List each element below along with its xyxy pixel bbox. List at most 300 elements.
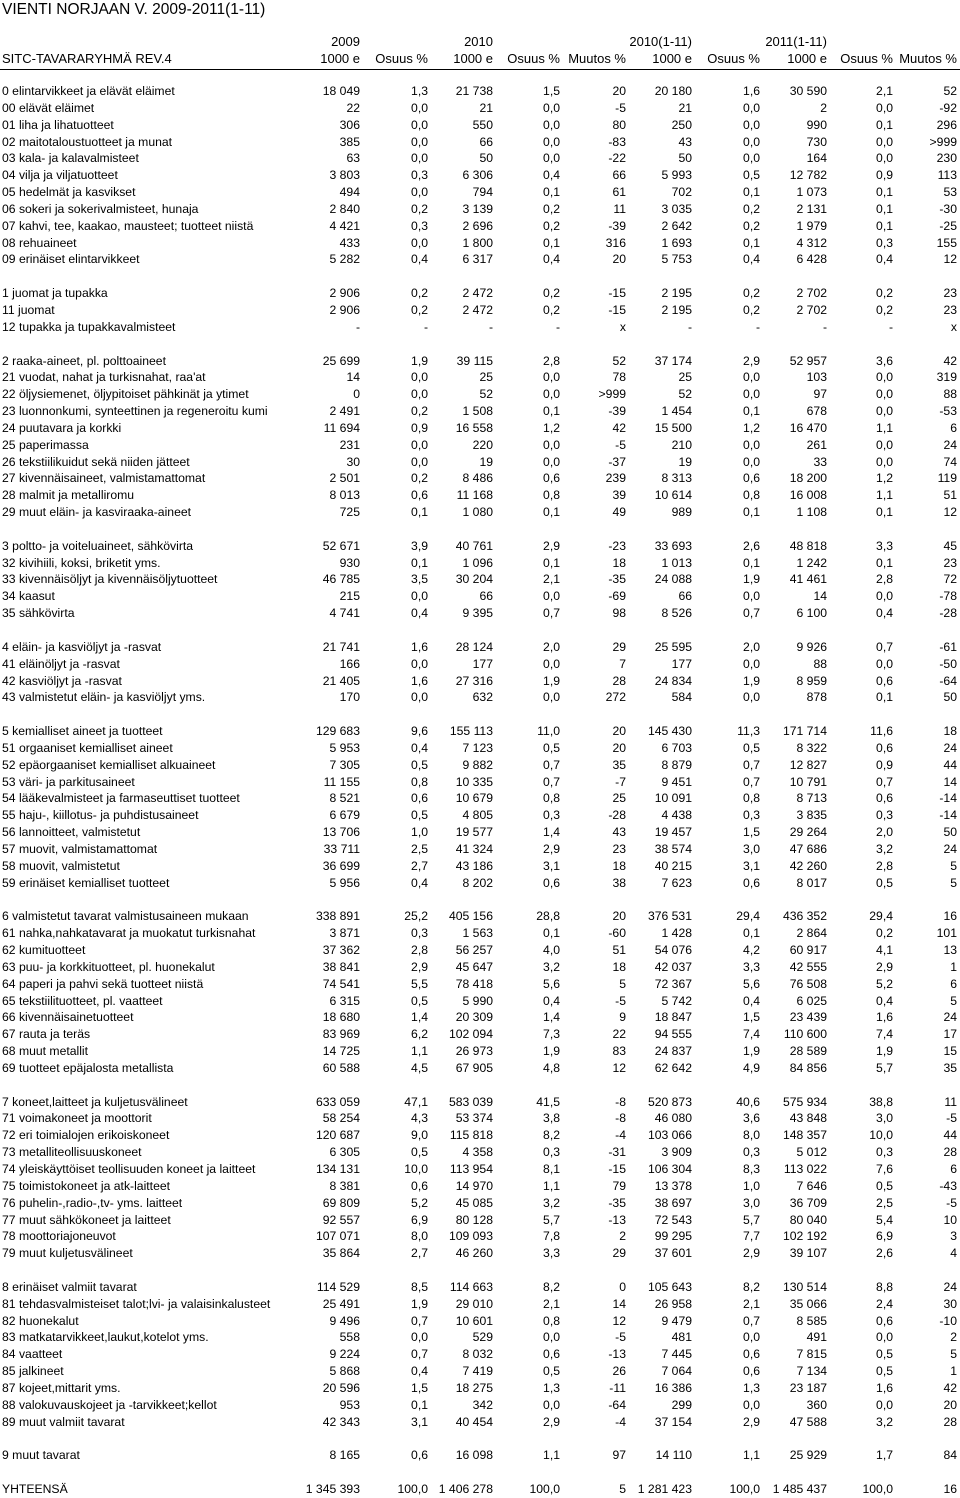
- table-row: [0, 319, 960, 336]
- row-value: 72 367: [654, 976, 692, 991]
- row-value: 2 906: [329, 302, 360, 317]
- row-value: 11,0: [537, 724, 560, 739]
- row-value: 47 686: [789, 841, 827, 856]
- table-row: [0, 875, 960, 892]
- row-label: 43 valmistetut eläin- ja kasviöljyt yms.: [2, 690, 206, 705]
- row-value: 0,0: [411, 454, 428, 469]
- row-value: 0,0: [543, 370, 560, 385]
- row-value: 8 165: [329, 1448, 360, 1463]
- row-value: 50: [678, 151, 692, 166]
- row-value: 10,0: [404, 1162, 428, 1176]
- row-value: 113: [937, 168, 957, 183]
- row-value: 115 818: [449, 1128, 493, 1143]
- row-value: 100,0: [729, 1482, 760, 1497]
- row-value: 6 100: [796, 606, 827, 621]
- row-value: 66: [479, 134, 493, 149]
- row-label: 0 elintarvikkeet ja elävät eläimet: [2, 84, 175, 98]
- row-value: 0,5: [411, 1145, 428, 1160]
- row-value: 97: [612, 1448, 626, 1463]
- row-value: 0,7: [743, 774, 760, 789]
- row-value: -4: [615, 1128, 626, 1143]
- row-value: 28: [943, 1145, 957, 1160]
- row-value: 0,6: [743, 471, 760, 486]
- row-value: -11: [609, 1380, 626, 1395]
- row-value: 10 614: [654, 488, 692, 503]
- table-row: [0, 858, 960, 875]
- row-value: 0,7: [743, 757, 760, 772]
- row-value: 164: [806, 151, 827, 166]
- row-value: 5,6: [543, 976, 560, 991]
- row-value: 16 558: [455, 420, 493, 435]
- row-value: 24: [943, 437, 957, 452]
- row-value: 2,6: [876, 1246, 893, 1261]
- row-value: 930: [339, 555, 360, 570]
- row-value: 18 049: [322, 84, 360, 98]
- row-value: 9 224: [329, 1347, 360, 1362]
- row-value: 38: [612, 875, 626, 890]
- row-value: 0,2: [876, 926, 893, 941]
- row-value: 2,5: [876, 1195, 893, 1210]
- row-value: 1,1: [743, 1448, 760, 1463]
- row-value: 58 254: [322, 1111, 360, 1126]
- row-value: 5 993: [661, 168, 692, 183]
- table-row: [0, 1363, 960, 1380]
- row-value: 5: [950, 875, 957, 890]
- row-value: 0,6: [743, 875, 760, 890]
- row-value: 2: [820, 100, 827, 115]
- row-value: 28 124: [455, 639, 493, 654]
- row-value: 107 071: [315, 1229, 360, 1244]
- row-value: 74: [943, 454, 957, 469]
- row-value: 0,6: [543, 1347, 560, 1362]
- row-value: 0,5: [543, 1364, 560, 1379]
- row-value: -10: [939, 1313, 957, 1328]
- row-value: 0,0: [743, 690, 760, 705]
- table-row: [0, 1195, 960, 1212]
- row-value: 678: [806, 404, 827, 419]
- row-value: 8,3: [743, 1162, 760, 1176]
- table-row: [0, 403, 960, 420]
- row-value: 1 508: [462, 404, 493, 419]
- row-value: 1 693: [661, 235, 692, 250]
- row-value: 4,9: [743, 1060, 760, 1075]
- row-value: 433: [339, 235, 360, 250]
- row-value: 8 879: [661, 757, 692, 772]
- row-value: 7 646: [796, 1178, 827, 1193]
- table-row: [0, 1009, 960, 1026]
- row-value: 20: [612, 740, 626, 755]
- row-value: 0,0: [543, 151, 560, 166]
- row-value: 10 335: [455, 774, 493, 789]
- row-value: 23 187: [789, 1380, 827, 1395]
- row-value: 35: [943, 1060, 957, 1075]
- table-row: [0, 1464, 960, 1481]
- row-value: 21: [479, 100, 493, 115]
- row-value: 4: [950, 1246, 957, 1261]
- row-value: 8,2: [543, 1279, 560, 1294]
- row-label: 41 eläinöljyt ja -rasvat: [2, 656, 120, 671]
- row-value: 0,0: [876, 589, 893, 604]
- row-value: 7,6: [876, 1162, 893, 1176]
- row-value: 1 345 393: [305, 1482, 360, 1497]
- row-value: -4: [615, 1414, 626, 1429]
- row-label: 08 rehuaineet: [2, 235, 77, 250]
- row-label: 85 jalkineet: [2, 1364, 64, 1379]
- row-label: 26 tekstiilikuidut sekä niiden jätteet: [2, 454, 190, 469]
- row-value: 1,9: [743, 673, 760, 688]
- row-value: 100,0: [862, 1482, 893, 1497]
- row-value: 8,5: [411, 1279, 428, 1294]
- row-value: 88: [813, 656, 827, 671]
- row-value: 0,1: [876, 185, 893, 200]
- row-label: 67 rauta ja teräs: [2, 1027, 91, 1042]
- row-value: 0,8: [743, 488, 760, 503]
- header-year-2011-1-11: 2011(1-11): [765, 34, 827, 49]
- row-value: 5: [619, 976, 626, 991]
- row-value: 7,4: [743, 1027, 760, 1042]
- row-value: 5 953: [329, 740, 360, 755]
- row-value: 583 039: [448, 1094, 493, 1109]
- row-value: 0,1: [543, 555, 560, 570]
- row-value: 3,2: [876, 1414, 893, 1429]
- row-value: 0,8: [543, 791, 560, 806]
- row-value: 9 882: [462, 757, 493, 772]
- header-years-row: [0, 34, 960, 50]
- row-value: 0,6: [876, 740, 893, 755]
- row-value: 26 973: [455, 1044, 493, 1059]
- row-value: 83: [612, 1044, 626, 1059]
- row-value: 177: [671, 656, 692, 671]
- row-value: 0,4: [876, 993, 893, 1008]
- row-value: -5: [946, 1111, 957, 1126]
- row-value: 0,0: [876, 100, 893, 115]
- row-value: 338 891: [315, 909, 360, 924]
- table-row: [0, 639, 960, 656]
- row-value: 0,1: [743, 404, 760, 419]
- table-row: [0, 1262, 960, 1279]
- row-value: 230: [936, 151, 957, 166]
- row-label: 21 vuodat, nahat ja turkisnahat, raa'at: [2, 370, 206, 385]
- table-row: [0, 184, 960, 201]
- row-label: 1 juomat ja tupakka: [2, 286, 108, 301]
- table-row: [0, 1026, 960, 1043]
- row-value: 10 601: [455, 1313, 493, 1328]
- row-label: 5 kemialliset aineet ja tuotteet: [2, 724, 163, 739]
- row-value: 25: [678, 370, 692, 385]
- row-value: 6 317: [462, 252, 493, 267]
- row-label: 79 muut kuljetusvälineet: [2, 1246, 133, 1261]
- row-value: 35 066: [789, 1296, 827, 1311]
- row-value: 3,6: [743, 1111, 760, 1126]
- row-value: 3: [950, 1229, 957, 1244]
- row-value: 0,0: [543, 117, 560, 132]
- table-row: [0, 757, 960, 774]
- table-row: [0, 134, 960, 151]
- row-value: 0,0: [411, 370, 428, 385]
- row-value: 0,2: [743, 218, 760, 233]
- table-row: [0, 1380, 960, 1397]
- row-value: 0,2: [411, 404, 428, 419]
- row-value: 0,6: [743, 1364, 760, 1379]
- row-value: 0,6: [876, 791, 893, 806]
- row-value: 250: [671, 117, 692, 132]
- row-value: 0,0: [876, 656, 893, 671]
- row-value: 12: [612, 1060, 626, 1075]
- table-row: [0, 723, 960, 740]
- row-value: 0,8: [543, 488, 560, 503]
- table-row: [0, 454, 960, 471]
- row-value: 46 260: [455, 1246, 493, 1261]
- row-value: 130 514: [782, 1279, 827, 1294]
- row-value: 494: [339, 185, 360, 200]
- row-value: 97: [813, 387, 827, 402]
- row-value: 0,0: [876, 134, 893, 149]
- row-value: 100,0: [529, 1482, 560, 1497]
- row-value: 0,1: [876, 117, 893, 132]
- row-value: 0,0: [876, 454, 893, 469]
- row-value: 1 013: [661, 555, 692, 570]
- row-value: 110 600: [783, 1027, 827, 1042]
- row-value: 60 917: [789, 943, 827, 958]
- row-value: 113 954: [449, 1162, 493, 1176]
- row-value: 1,2: [543, 420, 560, 435]
- row-value: 170: [339, 690, 360, 705]
- row-value: 3,2: [543, 1195, 560, 1210]
- row-label: 54 lääkevalmisteet ja farmaseuttiset tuotteet: [2, 791, 240, 806]
- row-label: 71 voimakoneet ja moottorit: [2, 1111, 152, 1126]
- row-value: 66: [678, 589, 692, 604]
- table-row: [0, 1178, 960, 1195]
- row-value: 79: [612, 1178, 626, 1193]
- row-value: 0,4: [876, 252, 893, 267]
- row-label: 78 moottoriajoneuvot: [2, 1229, 116, 1244]
- row-value: 7 134: [796, 1364, 827, 1379]
- row-value: 14: [813, 589, 827, 604]
- row-value: 62 642: [654, 1060, 692, 1075]
- row-value: 24 837: [654, 1044, 692, 1059]
- row-value: 38 574: [654, 841, 692, 856]
- row-value: 360: [806, 1397, 827, 1412]
- row-value: 0,1: [876, 690, 893, 705]
- row-value: 0,7: [543, 606, 560, 621]
- row-value: 23: [943, 555, 957, 570]
- row-value: 2,8: [411, 943, 428, 958]
- row-value: 14 110: [655, 1448, 692, 1463]
- row-value: 1,9: [411, 1296, 428, 1311]
- row-label: 53 väri- ja parkitusaineet: [2, 774, 135, 789]
- row-value: 25: [612, 791, 626, 806]
- row-value: -28: [939, 606, 957, 621]
- row-value: -25: [939, 218, 957, 233]
- row-value: 52: [943, 84, 957, 98]
- row-value: 7,7: [743, 1229, 760, 1244]
- row-value: 45: [943, 538, 957, 553]
- row-value: 18 275: [455, 1380, 493, 1395]
- row-value: 3 035: [661, 201, 692, 216]
- row-value: 2,1: [743, 1296, 760, 1311]
- table-row: [0, 538, 960, 555]
- row-value: 1 080: [462, 505, 493, 520]
- row-value: 33: [813, 454, 827, 469]
- row-value: 12: [943, 505, 957, 520]
- row-value: 0,1: [876, 201, 893, 216]
- row-value: 177: [472, 656, 493, 671]
- row-value: 1 096: [462, 555, 493, 570]
- row-value: 0,9: [876, 757, 893, 772]
- row-label: 68 muut metallit: [2, 1044, 89, 1059]
- row-value: 405 156: [448, 909, 493, 924]
- row-value: 0,0: [743, 1330, 760, 1345]
- row-value: 0,5: [411, 808, 428, 823]
- row-value: 725: [339, 505, 360, 520]
- header-unit: Muutos %: [899, 51, 957, 66]
- row-value: 20 596: [322, 1380, 360, 1395]
- data-table: [0, 83, 960, 1498]
- row-value: 8 713: [796, 791, 827, 806]
- row-value: 296: [936, 117, 957, 132]
- row-value: 0,0: [543, 656, 560, 671]
- row-value: 0,1: [543, 926, 560, 941]
- row-value: 1,1: [411, 1044, 428, 1059]
- row-value: 109 093: [448, 1229, 493, 1244]
- row-value: -: [755, 319, 760, 334]
- row-value: 9 496: [329, 1313, 360, 1328]
- row-value: 23: [612, 841, 626, 856]
- row-value: 18: [612, 555, 626, 570]
- row-value: 0,0: [876, 387, 893, 402]
- row-value: 0,2: [743, 302, 760, 317]
- row-label: 00 elävät eläimet: [2, 100, 95, 115]
- row-value: 51: [612, 943, 626, 958]
- row-value: 0,2: [411, 201, 428, 216]
- row-value: 155 113: [449, 724, 493, 739]
- table-row: [0, 605, 960, 622]
- row-label: 05 hedelmät ja kasvikset: [2, 185, 136, 200]
- row-value: 0,4: [543, 168, 560, 183]
- row-label: 06 sokeri ja sokerivalmisteet, hunaja: [2, 201, 199, 216]
- row-value: 2: [619, 1229, 626, 1244]
- row-value: 148 357: [782, 1128, 827, 1143]
- row-value: 8 313: [661, 471, 692, 486]
- row-value: 2 702: [796, 286, 827, 301]
- row-value: 5,2: [876, 976, 893, 991]
- row-value: 1,9: [876, 1044, 893, 1059]
- row-value: 129 683: [315, 724, 360, 739]
- row-value: 3,0: [743, 841, 760, 856]
- row-value: 2,1: [543, 572, 560, 587]
- row-value: 114 529: [316, 1279, 360, 1294]
- row-value: 0,2: [876, 286, 893, 301]
- row-value: 25: [479, 370, 493, 385]
- row-value: 0,0: [543, 1397, 560, 1412]
- row-value: 0,0: [743, 151, 760, 166]
- row-value: 4 741: [329, 606, 360, 621]
- row-value: 1 281 423: [637, 1482, 692, 1497]
- row-value: 12: [612, 1313, 626, 1328]
- row-value: 0,2: [411, 302, 428, 317]
- table-row: [0, 673, 960, 690]
- row-value: 0,0: [411, 100, 428, 115]
- row-value: 210: [671, 437, 692, 452]
- table-row: [0, 689, 960, 706]
- row-value: 13 706: [322, 825, 360, 840]
- row-value: 2 501: [329, 471, 360, 486]
- row-value: 9 395: [462, 606, 493, 621]
- row-value: 8 032: [462, 1347, 493, 1362]
- row-value: 45 085: [455, 1195, 493, 1210]
- row-value: x: [950, 319, 957, 334]
- row-label: 82 huonekalut: [2, 1313, 79, 1328]
- row-value: 166: [339, 656, 360, 671]
- row-value: 11,3: [737, 724, 760, 739]
- row-value: 0,4: [411, 875, 428, 890]
- row-value: 9,6: [411, 724, 428, 739]
- row-label: 35 sähkövirta: [2, 606, 75, 621]
- row-value: 11: [613, 201, 626, 216]
- row-value: 632: [472, 690, 493, 705]
- table-row: [0, 976, 960, 993]
- row-value: 24: [943, 841, 957, 856]
- row-label: 52 epäorgaaniset kemialliset alkuaineet: [2, 757, 216, 772]
- row-value: 7: [619, 656, 626, 671]
- row-value: 550: [472, 117, 493, 132]
- row-value: -43: [939, 1178, 957, 1193]
- row-value: 1: [950, 959, 957, 974]
- row-value: 5: [619, 1482, 626, 1497]
- row-value: 231: [339, 437, 360, 452]
- row-value: -: [888, 319, 893, 334]
- row-value: -35: [608, 1195, 626, 1210]
- row-value: 78 418: [455, 976, 493, 991]
- row-value: 0,5: [743, 740, 760, 755]
- row-value: 92 557: [322, 1212, 360, 1227]
- row-value: 3 909: [661, 1145, 692, 1160]
- row-label: 28 malmit ja metalliromu: [2, 488, 135, 503]
- row-label: YHTEENSÄ: [2, 1482, 68, 1497]
- row-value: -14: [939, 791, 957, 806]
- row-value: 0,0: [543, 387, 560, 402]
- row-value: 25 491: [322, 1296, 360, 1311]
- row-value: 8 959: [796, 673, 827, 688]
- row-value: 18: [612, 959, 626, 974]
- row-value: 0,3: [876, 808, 893, 823]
- row-value: 100,0: [397, 1482, 428, 1497]
- row-value: 22: [612, 1027, 626, 1042]
- row-value: 6,2: [411, 1027, 428, 1042]
- row-value: 1 454: [661, 404, 692, 419]
- row-value: 0,6: [543, 471, 560, 486]
- table-row: [0, 201, 960, 218]
- row-value: 0,0: [543, 690, 560, 705]
- row-label: 11 juomat: [2, 302, 55, 317]
- row-value: 20: [612, 252, 626, 267]
- row-value: 1 406 278: [438, 1482, 493, 1497]
- header-year-2009: 2009: [331, 34, 360, 49]
- table-row: [0, 1228, 960, 1245]
- row-value: 1,5: [743, 1010, 760, 1025]
- row-label: 56 lannoitteet, valmistetut: [2, 825, 141, 840]
- row-value: -64: [608, 1397, 626, 1412]
- row-label: 75 toimistokoneet ja atk-laitteet: [2, 1178, 171, 1193]
- row-value: 23 439: [789, 1010, 827, 1025]
- row-label: 03 kala- ja kalavalmisteet: [2, 151, 139, 166]
- table-row: [0, 218, 960, 235]
- row-value: -35: [608, 572, 626, 587]
- row-value: 24: [943, 740, 957, 755]
- row-value: 102 192: [782, 1229, 827, 1244]
- row-value: 14: [346, 370, 360, 385]
- row-value: 43: [612, 825, 626, 840]
